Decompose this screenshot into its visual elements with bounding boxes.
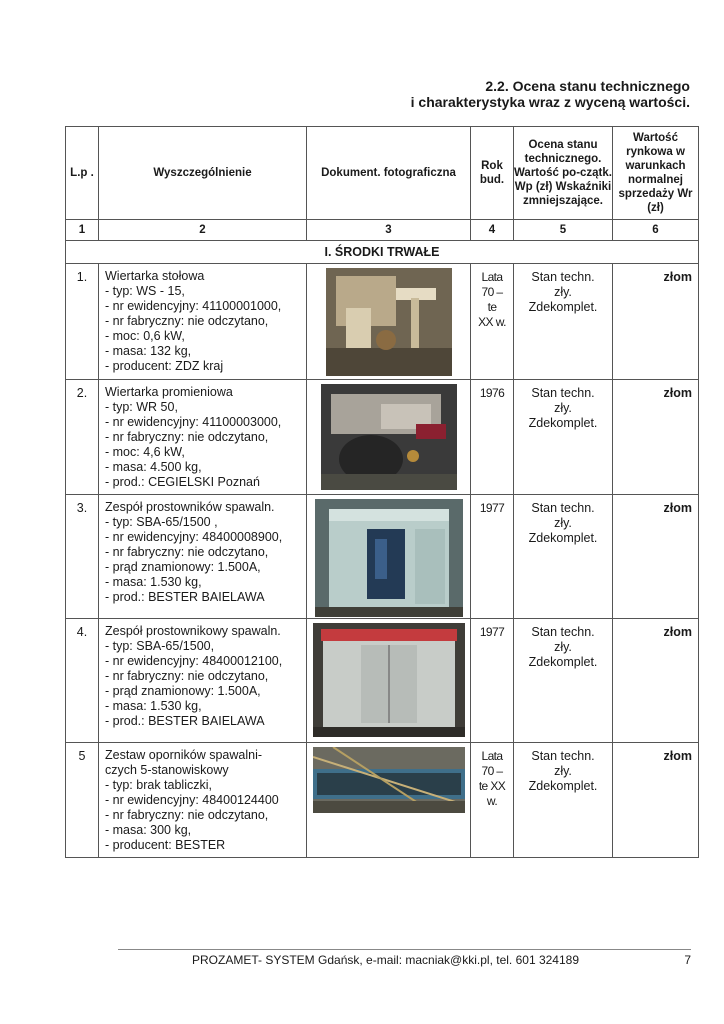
build-year [471,619,514,743]
description-line: - prod.: CEGIELSKI Poznań [105,475,260,489]
section-title-line1: 2.2. Ocena stanu technicznego [485,78,690,94]
description-line: - prod.: BESTER BAIELAWA [105,590,265,604]
item-photo-cell [307,619,471,743]
header-lp: L.p . [66,127,99,220]
build-year-line: te [487,300,497,314]
description-line: Wiertarka promieniowa [105,385,233,399]
market-value: złom [613,743,699,858]
header-photo: Dokument. fotograficzna [307,127,471,220]
market-value: złom [613,380,699,495]
condition-assessment [514,264,613,380]
condition-line: Stan techn. [531,625,595,639]
condition-assessment [514,743,613,858]
table-body [66,264,699,858]
description-line: - typ: brak tabliczki, [105,778,212,792]
item-photo [313,747,465,813]
condition-line: Stan techn. [531,270,595,284]
build-year-line: Lata [481,270,503,284]
table-row [66,495,699,619]
section-heading: I. ŚRODKI TRWAŁE [66,241,699,264]
condition-line: Stan techn. [531,386,595,400]
condition-line: zły. [554,764,572,778]
description-line: - nr fabryczny: nie odczytano, [105,808,269,822]
description-line: - moc: 4,6 kW, [105,445,185,459]
build-year-line: 1976 [479,386,505,400]
description-line: - nr fabryczny: nie odczytano, [105,669,269,683]
item-photo-cell [307,264,471,380]
condition-line: Zdekomplet. [528,531,598,545]
description-line: Wiertarka stołowa [105,269,205,283]
build-year-line: 70 – [481,285,503,299]
description-line: - prąd znamionowy: 1.500A, [105,560,261,574]
description-line: - masa: 1.530 kg, [105,699,202,713]
header-condition: Ocena stanu technicznego. Wartość po-czątk. Wp (zł) Wskaźniki zmniejszające. [514,127,613,220]
description-line: - prąd znamionowy: 1.500A, [105,684,261,698]
item-photo [321,384,457,490]
table-row [66,264,699,380]
condition-line: Zdekomplet. [528,416,598,430]
item-photo [315,499,463,617]
description-line: - nr fabryczny: nie odczytano, [105,545,269,559]
build-year [471,380,514,495]
column-number-row [66,220,699,241]
description-line: - nr ewidencyjny: 41100001000, [105,299,282,313]
build-year [471,743,514,858]
description-line: - nr ewidencyjny: 41100003000, [105,415,282,429]
description-line: - nr fabryczny: nie odczytano, [105,314,269,328]
col-number: 3 [307,220,471,241]
col-number: 1 [66,220,99,241]
table-row [66,380,699,495]
build-year-line: XX w. [478,315,506,329]
item-photo-cell [307,743,471,858]
market-value: złom [613,264,699,380]
condition-line: Stan techn. [531,749,595,763]
condition-line: Zdekomplet. [528,655,598,669]
description-line: Zespół prostownikowy spawaln. [105,624,281,638]
condition-assessment [514,495,613,619]
market-value: złom [613,495,699,619]
condition-line: zły. [554,285,572,299]
build-year-line: Lata [481,749,503,763]
description-line: - nr ewidencyjny: 48400124400 [105,793,279,807]
header-year: Rok bud. [471,127,514,220]
col-number: 6 [613,220,699,241]
row-number: 4. [66,619,99,743]
condition-assessment [514,619,613,743]
inventory-table [65,126,699,858]
condition-assessment [514,380,613,495]
item-photo [313,623,465,737]
item-description [99,619,307,743]
description-line: - typ: SBA-65/1500 , [105,515,218,529]
col-number: 4 [471,220,514,241]
row-number: 1. [66,264,99,380]
description-line: - nr ewidencyjny: 48400008900, [105,530,283,544]
build-year-line: w. [486,794,498,808]
item-photo [326,268,452,376]
item-description [99,743,307,858]
row-number: 2. [66,380,99,495]
page-number: 7 [684,953,691,967]
condition-line: zły. [554,401,572,415]
description-line: - typ: SBA-65/1500, [105,639,215,653]
market-value: złom [613,619,699,743]
description-line: - producent: BESTER [105,838,226,852]
build-year-line: 1977 [479,501,505,515]
build-year-line: 1977 [479,625,505,639]
description-line: - typ: WS - 15, [105,284,185,298]
description-line: - masa: 300 kg, [105,823,192,837]
description-line: - producent: ZDZ kraj [105,359,224,373]
condition-line: zły. [554,640,572,654]
header-value: Wartość rynkowa w warunkach normalnej sprzedaży Wr (zł) [613,127,699,220]
build-year [471,495,514,619]
build-year-line: 70 – [481,764,503,778]
section-row [66,241,699,264]
condition-line: Zdekomplet. [528,779,598,793]
item-description [99,380,307,495]
item-description [99,264,307,380]
item-photo-cell [307,380,471,495]
condition-line: Stan techn. [531,501,595,515]
table-row [66,619,699,743]
item-photo-cell [307,495,471,619]
condition-line: Zdekomplet. [528,300,598,314]
description-line: - typ: WR 50, [105,400,178,414]
footer-divider [118,949,691,950]
build-year [471,264,514,380]
section-title-line2: i charakterystyka wraz z wyceną wartości. [410,94,690,110]
description-line: czych 5-stanowiskowy [105,763,229,777]
col-number: 2 [99,220,307,241]
header-row [66,127,699,220]
description-line: - nr ewidencyjny: 48400012100, [105,654,283,668]
build-year-line: te XX [478,779,506,793]
table-row [66,743,699,858]
description-line: - masa: 4.500 kg, [105,460,202,474]
description-line: Zestaw oporników spawalni- [105,748,263,762]
header-description: Wyszczególnienie [99,127,307,220]
section-title [411,78,690,110]
footer-text: PROZAMET- SYSTEM Gdańsk, e-mail: macniak@kki.pl, tel. 601 324189 [192,953,579,967]
condition-line: zły. [554,516,572,530]
description-line: - prod.: BESTER BAIELAWA [105,714,265,728]
description-line: - masa: 1.530 kg, [105,575,202,589]
description-line: - masa: 132 kg, [105,344,192,358]
description-line: - moc: 0,6 kW, [105,329,185,343]
col-number: 5 [514,220,613,241]
row-number: 3. [66,495,99,619]
description-line: Zespół prostowników spawaln. [105,500,275,514]
description-line: - nr fabryczny: nie odczytano, [105,430,269,444]
item-description [99,495,307,619]
row-number: 5 [66,743,99,858]
